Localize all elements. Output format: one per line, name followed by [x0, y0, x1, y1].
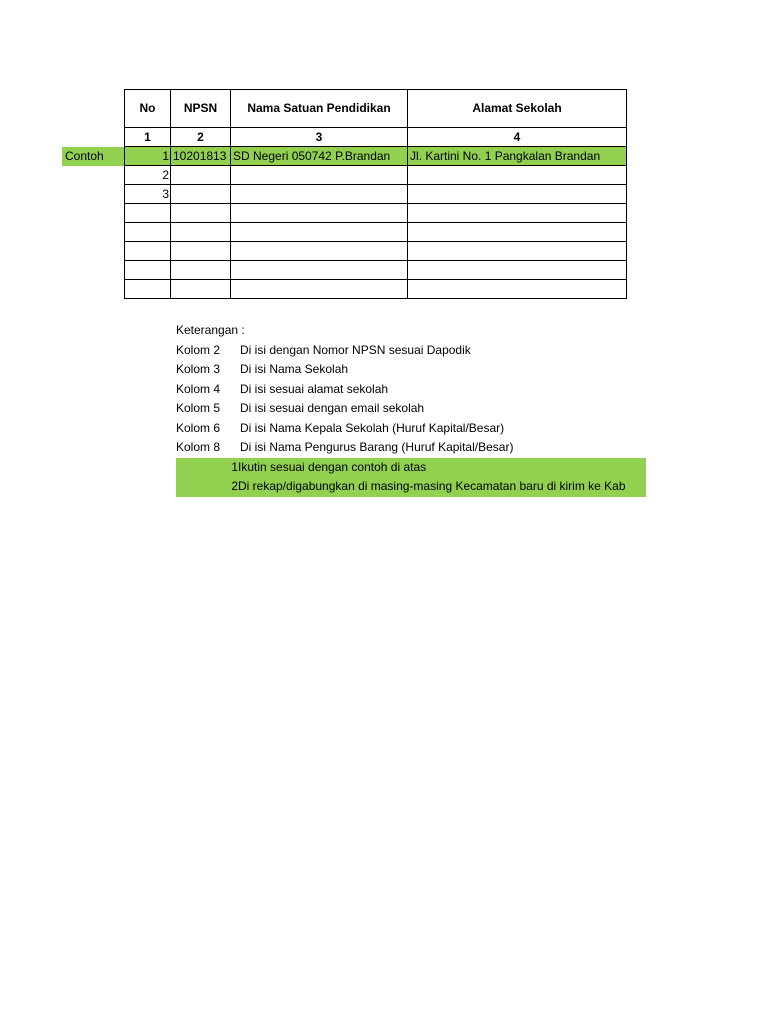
row-nama	[231, 185, 408, 204]
note-item	[176, 380, 646, 400]
row-alamat	[408, 185, 627, 204]
table-row	[125, 166, 627, 185]
row-no	[125, 204, 171, 223]
row-nama	[231, 166, 408, 185]
note-value: Di isi Nama Kepala Sekolah (Huruf Kapital/Besar)	[240, 420, 505, 435]
note-key: Kolom 2	[176, 342, 221, 357]
row-alamat	[408, 166, 627, 185]
column-number: 4	[408, 128, 627, 147]
note-value: Di isi Nama Pengurus Barang (Huruf Kapital/Besar)	[240, 440, 514, 454]
row-nama	[231, 261, 408, 280]
row-alamat	[408, 242, 627, 261]
note-item	[176, 399, 646, 419]
row-alamat: Jl. Kartini No. 1 Pangkalan Brandan	[408, 147, 627, 166]
row-no: 3	[125, 185, 171, 204]
instruction-text: Di rekap/digabungkan di masing-masing Kecamatan baru di kirim ke Kab	[238, 479, 626, 493]
row-no: 1	[125, 147, 171, 166]
header-alamat: Alamat Sekolah	[408, 90, 627, 128]
table-row	[125, 204, 627, 223]
row-nama	[231, 280, 408, 299]
row-nama: SD Negeri 050742 P.Brandan	[231, 147, 408, 166]
table-row	[125, 242, 627, 261]
row-npsn	[171, 242, 231, 261]
row-npsn	[171, 261, 231, 280]
instruction-number: 1	[231, 459, 238, 474]
table-row	[125, 280, 627, 299]
note-key: Kolom 4	[176, 381, 221, 396]
header-npsn: NPSN	[171, 90, 231, 128]
row-npsn	[171, 166, 231, 185]
note-key: Kolom 8	[176, 440, 221, 454]
note-key: Kolom 6	[176, 420, 221, 435]
row-alamat	[408, 280, 627, 299]
row-nama	[231, 242, 408, 261]
row-npsn	[171, 280, 231, 299]
table-row	[125, 185, 627, 204]
instruction-text: Ikutin sesuai dengan contoh di atas	[238, 459, 427, 474]
row-no: 2	[125, 166, 171, 185]
row-npsn: 10201813	[171, 147, 231, 166]
header-nama: Nama Satuan Pendidikan	[231, 90, 408, 128]
note-value: Di isi dengan Nomor NPSN sesuai Dapodik	[240, 342, 471, 357]
note-item	[176, 341, 646, 361]
column-number: 2	[171, 128, 231, 147]
header-no: No	[125, 90, 171, 128]
column-number-row	[125, 128, 627, 147]
note-item	[176, 438, 646, 458]
row-alamat	[408, 223, 627, 242]
column-number: 3	[231, 128, 408, 147]
row-nama	[231, 204, 408, 223]
column-number: 1	[125, 128, 171, 147]
note-value: Di isi Nama Sekolah	[240, 362, 349, 376]
example-label: Contoh	[62, 147, 124, 166]
table-row-example	[125, 147, 627, 166]
row-npsn	[171, 223, 231, 242]
school-data-table	[124, 89, 627, 299]
row-no	[125, 223, 171, 242]
note-key: Kolom 3	[176, 362, 221, 376]
row-no	[125, 242, 171, 261]
table-header-row	[125, 90, 627, 128]
row-nama	[231, 223, 408, 242]
row-alamat	[408, 204, 627, 223]
row-no	[125, 261, 171, 280]
row-no	[125, 280, 171, 299]
instruction-number: 2	[231, 479, 238, 493]
row-npsn	[171, 185, 231, 204]
row-alamat	[408, 261, 627, 280]
note-value: Di isi sesuai dengan email sekolah	[240, 401, 425, 415]
notes-section	[176, 321, 646, 497]
table-row	[125, 223, 627, 242]
table-row	[125, 261, 627, 280]
note-item	[176, 360, 646, 380]
note-item	[176, 419, 646, 439]
instruction-item	[176, 458, 646, 478]
row-npsn	[171, 204, 231, 223]
notes-title: Keterangan :	[176, 323, 245, 337]
note-value: Di isi sesuai alamat sekolah	[240, 381, 389, 396]
note-key: Kolom 5	[176, 401, 221, 415]
instruction-item	[176, 477, 646, 497]
